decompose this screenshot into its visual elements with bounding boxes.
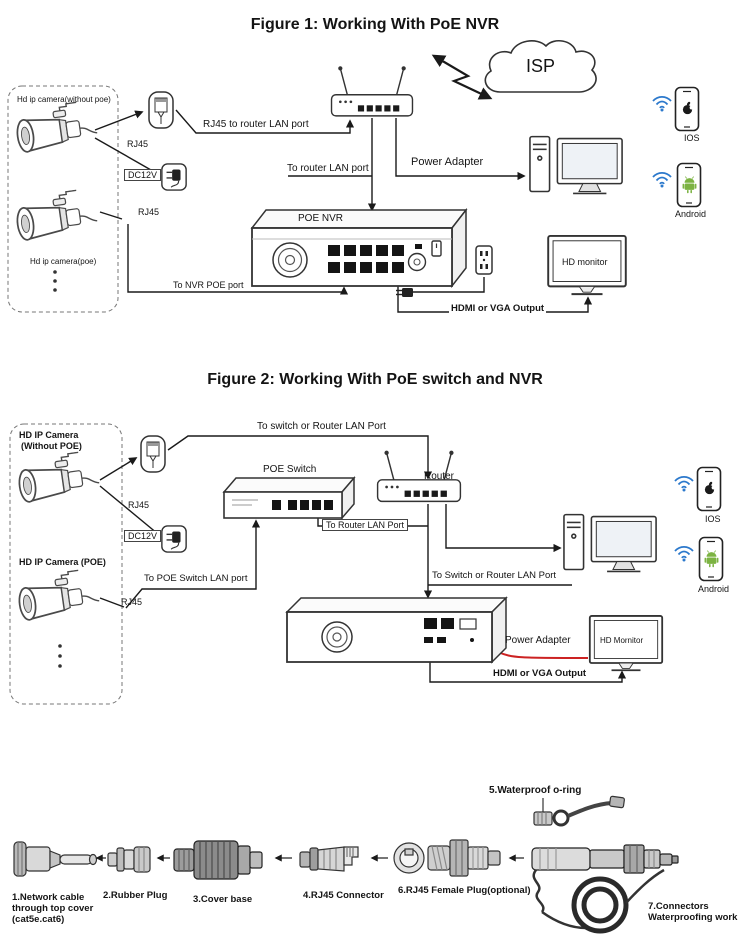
desktop-computer [530,137,622,194]
bullet-camera-2 [14,188,98,241]
bullet-camera-1 [14,100,98,153]
f2-to-switch-or-router-bottom-label: To Switch or Router LAN Port [432,570,557,581]
f2-wifi-signal-icon-android [675,547,693,562]
f1-camera-box-top-label: Hd ip camera(without poe) [17,95,111,104]
f2-camera-top-label-2: (Without POE) [21,441,82,451]
f2-android-label: Android [698,584,730,594]
line-f2-power-cord-red [498,652,588,658]
wifi-signal-icon-android [653,173,671,188]
waterproof-oring [554,811,568,825]
f1-camera-box-bottom-label: Hd ip camera(poe) [30,257,97,266]
figure1-title: Figure 1: Working With PoE NVR [250,16,500,33]
assembly-part7-label-2: Waterproofing work [648,912,738,923]
f2-more-cameras-ellipsis [58,644,62,668]
f2-router-label: Router [424,471,455,482]
figure1-graphics [8,41,701,312]
lightning-link [434,56,490,98]
figure2-title: Figure 2: Working With PoE switch and NVR [207,371,543,388]
figure2-graphics [10,424,723,704]
f1-rj45-to-router-label: RJ45 to router LAN port [203,119,309,130]
f2-desktop-computer [564,515,656,572]
wifi-router [332,67,413,116]
f1-power-adapter-label: Power Adapter [411,156,484,168]
assembly-part1-label-1: 1.Network cable [12,892,85,903]
rj45-connector-icon [149,92,173,128]
f2-hdmi-vga-label: HDMI or VGA Output [493,668,587,679]
assembly-part2-label: 2.Rubber Plug [103,890,168,901]
dc12v-plug-icon [162,164,186,190]
f2-dc12v-plug-icon [162,526,186,552]
f2-nvr-device [287,598,506,662]
f2-bullet-camera-1 [16,450,100,503]
f2-camera-top-label-1: HD IP Camera [19,430,79,440]
more-cameras-ellipsis [53,270,57,292]
assembly-part3-label: 3.Cover base [193,894,253,905]
f1-isp-label: ISP [526,56,556,76]
wall-outlet-icon [476,246,492,274]
f2-rj45-connector-icon [141,436,165,472]
line-f2-router-to-pc [446,504,560,548]
f2-dc12v-label: DC12V [124,530,161,542]
f2-to-router-lan-boxed-label: To Router LAN Port [322,519,408,531]
f2-to-poe-switch-lan-label: To POE Switch LAN port [144,573,248,584]
assembly-part6-label: 6.RJ45 Female Plug(optional) [398,885,531,896]
f1-poe-nvr-label: POE NVR [298,213,344,224]
f1-dc12v-label: DC12V [124,169,161,181]
assembly-part2-rubber-plug [108,847,150,872]
wifi-signal-icon-ios [653,97,671,112]
assembly-part1-label-2: through top cover [12,903,94,914]
f1-hd-monitor-label: HD monitor [562,257,608,267]
assembly-part5-oring-on-cable [534,796,625,825]
cable-slack [534,870,544,912]
line-f2-camera1-to-rj45 [100,458,136,480]
assembly-part1-cable-top-cover [14,842,97,876]
assembly-part3-cover-base [174,841,262,879]
f1-rj45-bottom-label: RJ45 [138,207,160,217]
f2-bullet-camera-2 [16,568,100,621]
f1-ios-label: IOS [684,133,700,143]
f2-rj45-top-label: RJ45 [128,500,150,510]
f1-to-nvr-poe-label: To NVR POE port [173,280,244,290]
assembly-part5-label: 5.Waterproof o-ring [489,785,582,796]
line-camera2-to-rj45 [100,212,122,219]
assembly-part7-label-1: 7.Connectors [648,901,709,912]
f2-wifi-signal-icon-ios [675,477,693,492]
f2-rj45-bottom-label: RJ45 [121,597,143,607]
f2-ios-label: IOS [705,514,721,524]
f2-hd-monitor-label: HD Mornitor [600,636,644,645]
nvr-power-switch [432,241,441,256]
f1-rj45-top-label: RJ45 [127,139,149,149]
assembly-part4-label: 4.RJ45 Connector [303,890,384,901]
poe-nvr-device [252,210,466,286]
assembly-part1-label-3: (cat5e.cat6) [12,914,65,925]
f2-to-switch-or-router-top-label: To switch or Router LAN Port [257,421,386,432]
f2-poe-switch-label: POE Switch [263,464,317,475]
f1-android-label: Android [675,209,707,219]
poe-switch-device [224,478,354,518]
line-camera1-to-rj45 [95,112,142,130]
f2-camera-bottom-label: HD IP Camera (POE) [19,557,106,567]
assembly-graphics [14,796,678,931]
f2-power-adapter-label: Power Adapter [505,635,571,646]
assembly-part6-rj45-female-plug [394,840,500,876]
f1-to-router-lan-label: To router LAN port [287,163,369,174]
f1-hdmi-vga-label: HDMI or VGA Output [451,303,545,314]
assembly-part4-rj45-connector [300,847,358,871]
